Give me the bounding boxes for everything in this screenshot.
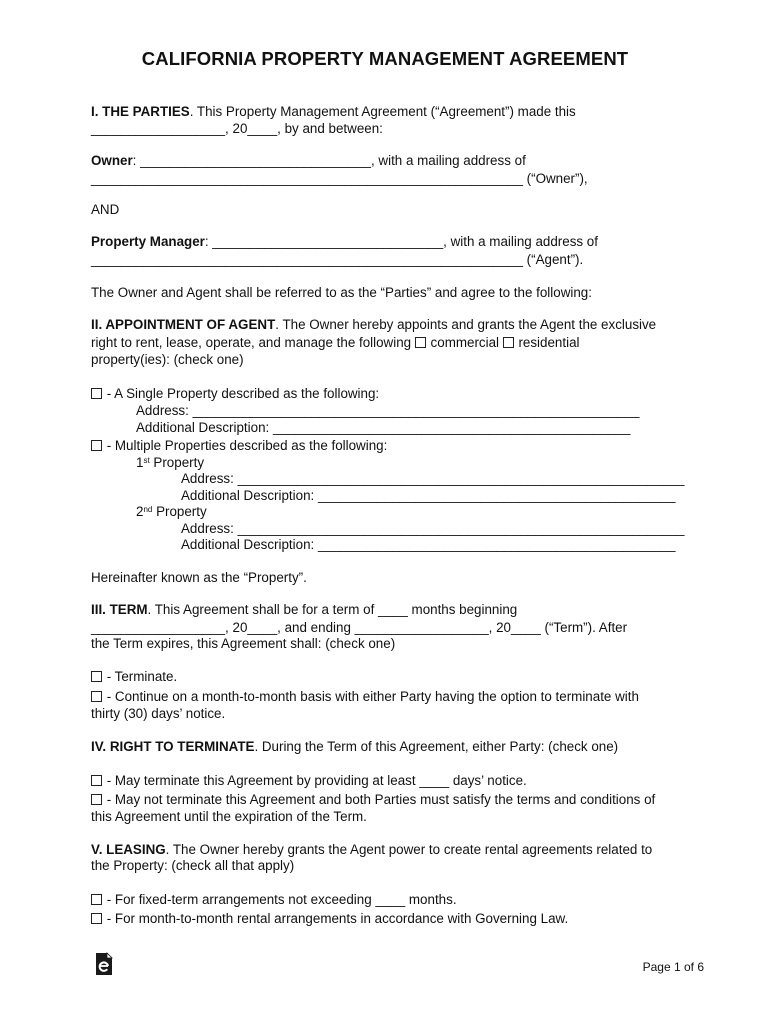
- manager-label: Property Manager: [91, 234, 205, 249]
- first-address: Address: ____________________________________________________________: [181, 471, 685, 486]
- second-description: Additional Description: ________________________________________________: [181, 537, 676, 552]
- and-text: AND: [91, 202, 120, 217]
- single-description: Additional Description: ________________________________________________: [136, 420, 631, 435]
- owner-line-1: Owner: _______________________________, with a mailing address of: [91, 153, 526, 168]
- parties-line-2: __________________, 20____, by and between:: [91, 121, 383, 136]
- manager-line-2: __________________________________________________________ (“Agent”).: [91, 252, 584, 267]
- owner-label: Owner: [91, 153, 133, 168]
- term-heading: III. TERM: [91, 602, 148, 617]
- document-title: CALIFORNIA PROPERTY MANAGEMENT AGREEMENT: [141, 48, 629, 69]
- residential-checkbox[interactable]: [503, 337, 514, 348]
- terminate-line-1: IV. RIGHT TO TERMINATE. During the Term of this Agreement, either Party: (check one): [91, 739, 619, 754]
- multiple-properties-option: - Multiple Properties described as the following:: [91, 437, 387, 454]
- leasing-line-1: V. LEASING. The Owner hereby grants the Agent power to create rental agreements related to: [91, 842, 653, 857]
- fixed-term-checkbox[interactable]: [91, 894, 102, 905]
- second-address: Address: ____________________________________________________________: [181, 521, 685, 536]
- leasing-heading: V. LEASING: [91, 842, 166, 857]
- single-address: Address: ____________________________________________________________: [136, 403, 640, 418]
- appointment-line-3: property(ies): (check one): [91, 352, 244, 367]
- term-option-continue: - Continue on a month-to-month basis with either Party having the option to terminate with: [91, 688, 639, 705]
- multiple-properties-checkbox[interactable]: [91, 440, 102, 451]
- leasing-option-1: - For fixed-term arrangements not exceeding ____ months.: [91, 891, 457, 908]
- hereinafter-text: Hereinafter known as the “Property”.: [91, 570, 307, 585]
- term-line-3: the Term expires, this Agreement shall: (check one): [91, 636, 396, 651]
- parties-heading: I. THE PARTIES: [91, 104, 190, 119]
- parties-referred: The Owner and Agent shall be referred to as the “Parties” and agree to the following:: [91, 285, 592, 300]
- manager-line-1: Property Manager: _______________________________, with a mailing address of: [91, 234, 598, 249]
- appointment-heading: II. APPOINTMENT OF AGENT: [91, 317, 276, 332]
- single-property-checkbox[interactable]: [91, 388, 102, 399]
- page-number: Page 1 of 6: [642, 960, 704, 974]
- continue-checkbox[interactable]: [91, 691, 102, 702]
- term-option-terminate: - Terminate.: [91, 668, 177, 685]
- may-terminate-checkbox[interactable]: [91, 775, 102, 786]
- commercial-checkbox[interactable]: [415, 337, 426, 348]
- first-property-label: 1st Property: [136, 455, 205, 470]
- term-line-1: III. TERM. This Agreement shall be for a term of ____ months beginning: [91, 602, 518, 617]
- term-line-2: __________________, 20____, and ending __________________, 20____ (“Term”). After: [91, 620, 628, 635]
- month-to-month-checkbox[interactable]: [91, 913, 102, 924]
- leasing-option-2: - For month-to-month rental arrangements in accordance with Governing Law.: [91, 910, 568, 927]
- appointment-line-2: right to rent, lease, operate, and manage the following commercial residential: [91, 335, 580, 350]
- terminate-option-2-cont: this Agreement until the expiration of the Term.: [91, 809, 367, 824]
- owner-line-2: __________________________________________________________ (“Owner”),: [91, 171, 588, 186]
- second-property-label: 2nd Property: [136, 504, 207, 519]
- terminate-heading: IV. RIGHT TO TERMINATE: [91, 739, 255, 754]
- single-property-option: - A Single Property described as the following:: [91, 385, 379, 402]
- may-not-terminate-checkbox[interactable]: [91, 794, 102, 805]
- eforms-logo-icon: [94, 952, 114, 976]
- terminate-checkbox[interactable]: [91, 671, 102, 682]
- terminate-option-2: - May not terminate this Agreement and both Parties must satisfy the terms and conditions of: [91, 791, 655, 808]
- parties-line-1: I. THE PARTIES. This Property Management Agreement (“Agreement”) made this: [91, 104, 576, 119]
- first-description: Additional Description: ________________________________________________: [181, 488, 676, 503]
- term-option-continue-2: thirty (30) days’ notice.: [91, 706, 226, 721]
- leasing-line-2: the Property: (check all that apply): [91, 858, 295, 873]
- appointment-line-1: II. APPOINTMENT OF AGENT. The Owner hereby appoints and grants the Agent the exclusive: [91, 317, 657, 332]
- terminate-option-1: - May terminate this Agreement by providing at least ____ days’ notice.: [91, 772, 527, 789]
